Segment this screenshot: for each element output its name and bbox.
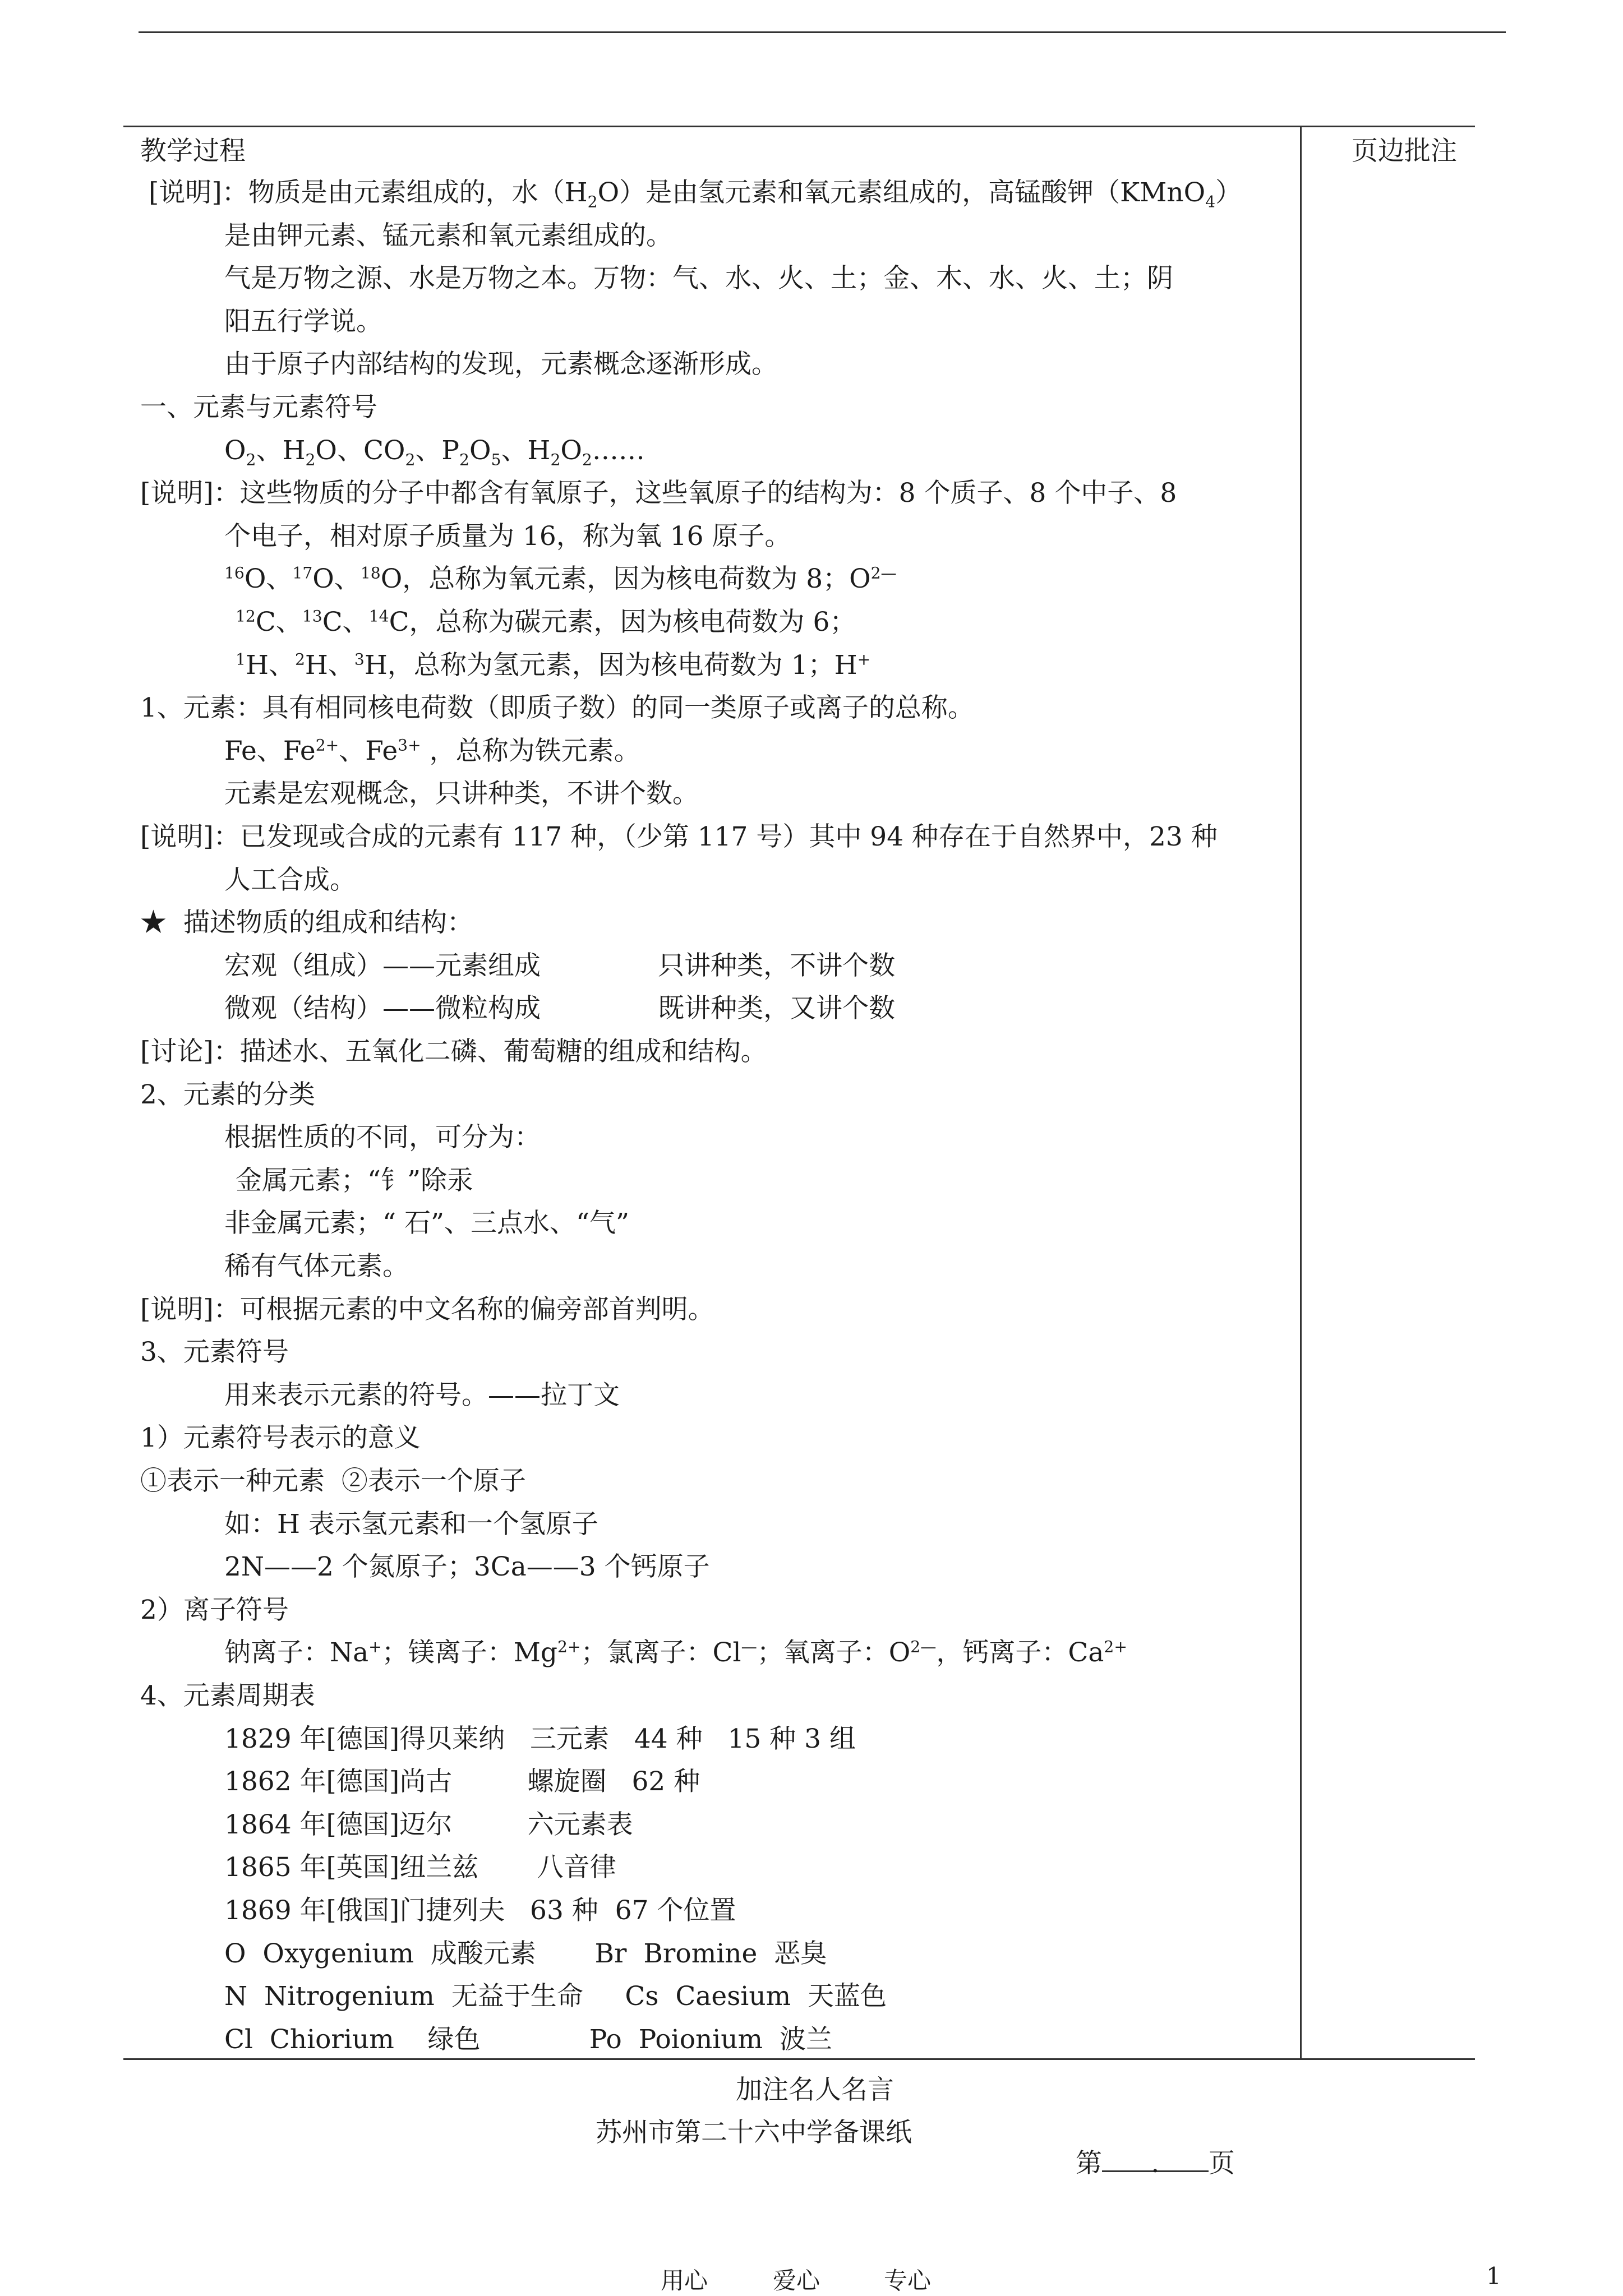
content-line: [说明]：物质是由元素组成的，水$(H_2O)$是由氢元素和氧元素组成的，高锰酸钾（KMnO$_4$）	[149, 177, 1242, 211]
content-line: 一、元素与元素符号	[140, 392, 377, 423]
content-line: 元素是宏观概念，只讲种类，不讲个数。	[224, 778, 699, 809]
content-line: 个电子，相对原子质量为 16，称为氧 16 原子。	[224, 521, 791, 552]
content-line: 1865 年[英国]纽兰兹 八音律	[224, 1852, 616, 1883]
content-line: $^{12}$C、$^{13}$C、$^{14}$C，总称为碳元素，因为核电荷数为 6；	[236, 607, 856, 637]
content-line: 阳五行学说。	[224, 306, 382, 337]
content-line: [说明]：已发现或合成的元素有 117 种，（少第 117 号）其中 94 种存在于自然界中，23 种	[140, 821, 1218, 852]
content-line: 由于原子内部结构的发现，元素概念逐渐形成。	[224, 349, 778, 380]
motto-1: 用心	[661, 2267, 708, 2294]
motto-3: 专心	[884, 2267, 932, 2294]
content-line: 1、元素：具有相同核电荷数（即质子数）的同一类原子或离子的总称。	[140, 692, 974, 723]
content-line: 微观（结构）——微粒构成 既讲种类，又讲个数	[224, 993, 896, 1024]
content-line: 3、元素符号	[140, 1337, 289, 1368]
content-line: 2）离子符号	[140, 1595, 289, 1625]
table-top-border	[123, 126, 1475, 127]
content-line: 如：H 表示氢元素和一个氢原子	[224, 1509, 598, 1540]
content-line: 1864 年[德国]迈尔 六元素表	[224, 1809, 633, 1840]
content-line: 钠离子：Na+；镁离子：$Mg^{2+}$；氯离子：Cl—；氧离子：$O^{2—}$，钙离子：$Ca^{2+}$	[224, 1637, 1127, 1668]
bottom-page-number: 1	[1486, 2262, 1501, 2290]
right-column-header: 页边批注	[1352, 136, 1457, 167]
content-line: Fe、$Fe^{2+}$、$Fe^{3+}$ ，总称为铁元素。	[224, 736, 640, 766]
content-line: ★ 描述物质的组成和结构：	[140, 907, 473, 938]
content-line: [说明]：这些物质的分子中都含有氧原子，这些氧原子的结构为：8 个质子、8 个中子、8	[140, 478, 1177, 509]
content-line: 2、元素的分类	[140, 1079, 315, 1110]
content-line: 4、元素周期表	[140, 1680, 315, 1711]
content-line: 用来表示元素的符号。——拉丁文	[224, 1380, 620, 1411]
content-line: 是由钾元素、锰元素和氧元素组成的。	[224, 220, 672, 251]
content-line: 人工合成。	[224, 865, 356, 895]
content-line: [讨论]：描述水、五氧化二磷、葡萄糖的组成和结构。	[140, 1036, 767, 1067]
content-line: $^1$H、$^2$H、$^3$H，总称为氢元素，因为核电荷数为 1；H+	[236, 650, 871, 681]
page-prefix: 第	[1075, 2148, 1102, 2179]
table-column-divider	[1300, 126, 1302, 2060]
content-line: [说明]：可根据元素的中文名称的偏旁部首判明。	[140, 1294, 714, 1325]
content-line: 1829 年[德国]得贝莱纳 三元素 44 种 15 种 3 组	[224, 1724, 856, 1754]
top-rule	[139, 31, 1506, 33]
content-line: 金属元素；“钅”除汞	[236, 1165, 474, 1196]
content-line: 气是万物之源、水是万物之本。万物：气、水、火、土；金、木、水、火、土；阴	[224, 263, 1173, 294]
content-line: 非金属元素；“ 石”、三点水、“气”	[224, 1208, 630, 1239]
content-line: 稀有气体元素。	[224, 1251, 409, 1282]
motto-2: 爱心	[773, 2267, 820, 2294]
content-line: 根据性质的不同，可分为：	[224, 1122, 541, 1153]
content-line: 宏观（组成）——元素组成 只讲种类，不讲个数	[224, 950, 896, 981]
footer-page-label	[1059, 2112, 1235, 2180]
content-line: Cl Chiorium 绿色 Po Poionium 波兰	[224, 2024, 833, 2055]
content-line: 1）元素符号表示的意义	[140, 1422, 421, 1453]
page-suffix: 页	[1208, 2148, 1235, 2179]
content-line: 1869 年[俄国]门捷列夫 63 种 67 个位置	[224, 1895, 736, 1926]
footer-note: 加注名人名言	[736, 2075, 894, 2105]
page-blank: .	[1102, 2148, 1209, 2172]
content-line: 2N——2 个氮原子；3Ca——3 个钙原子	[224, 1551, 710, 1582]
footer-school: 苏州市第二十六中学备课纸	[596, 2117, 912, 2148]
content-line: O Oxygenium 成酸元素 Br Bromine 恶臭	[224, 1938, 827, 1969]
content-line: ①表示一种元素 ②表示一个原子	[140, 1466, 526, 1496]
content-line: $O_2$、$H_2O$、$CO_2$、$P_2O_5$、$H_2O_2\dots\dots$	[224, 435, 645, 469]
left-column-header: 教学过程	[140, 136, 246, 167]
content-line: $^{16}$O、$^{17}$O、$^{18}$O，总称为氧元素，因为核电荷数为 8；$O^{2—}$	[224, 563, 897, 594]
content-line: N Nitrogenium 无益于生命 Cs Caesium 天蓝色	[224, 1981, 887, 2012]
content-line: 1862 年[德国]尚古 螺旋圈 62 种	[224, 1766, 700, 1797]
